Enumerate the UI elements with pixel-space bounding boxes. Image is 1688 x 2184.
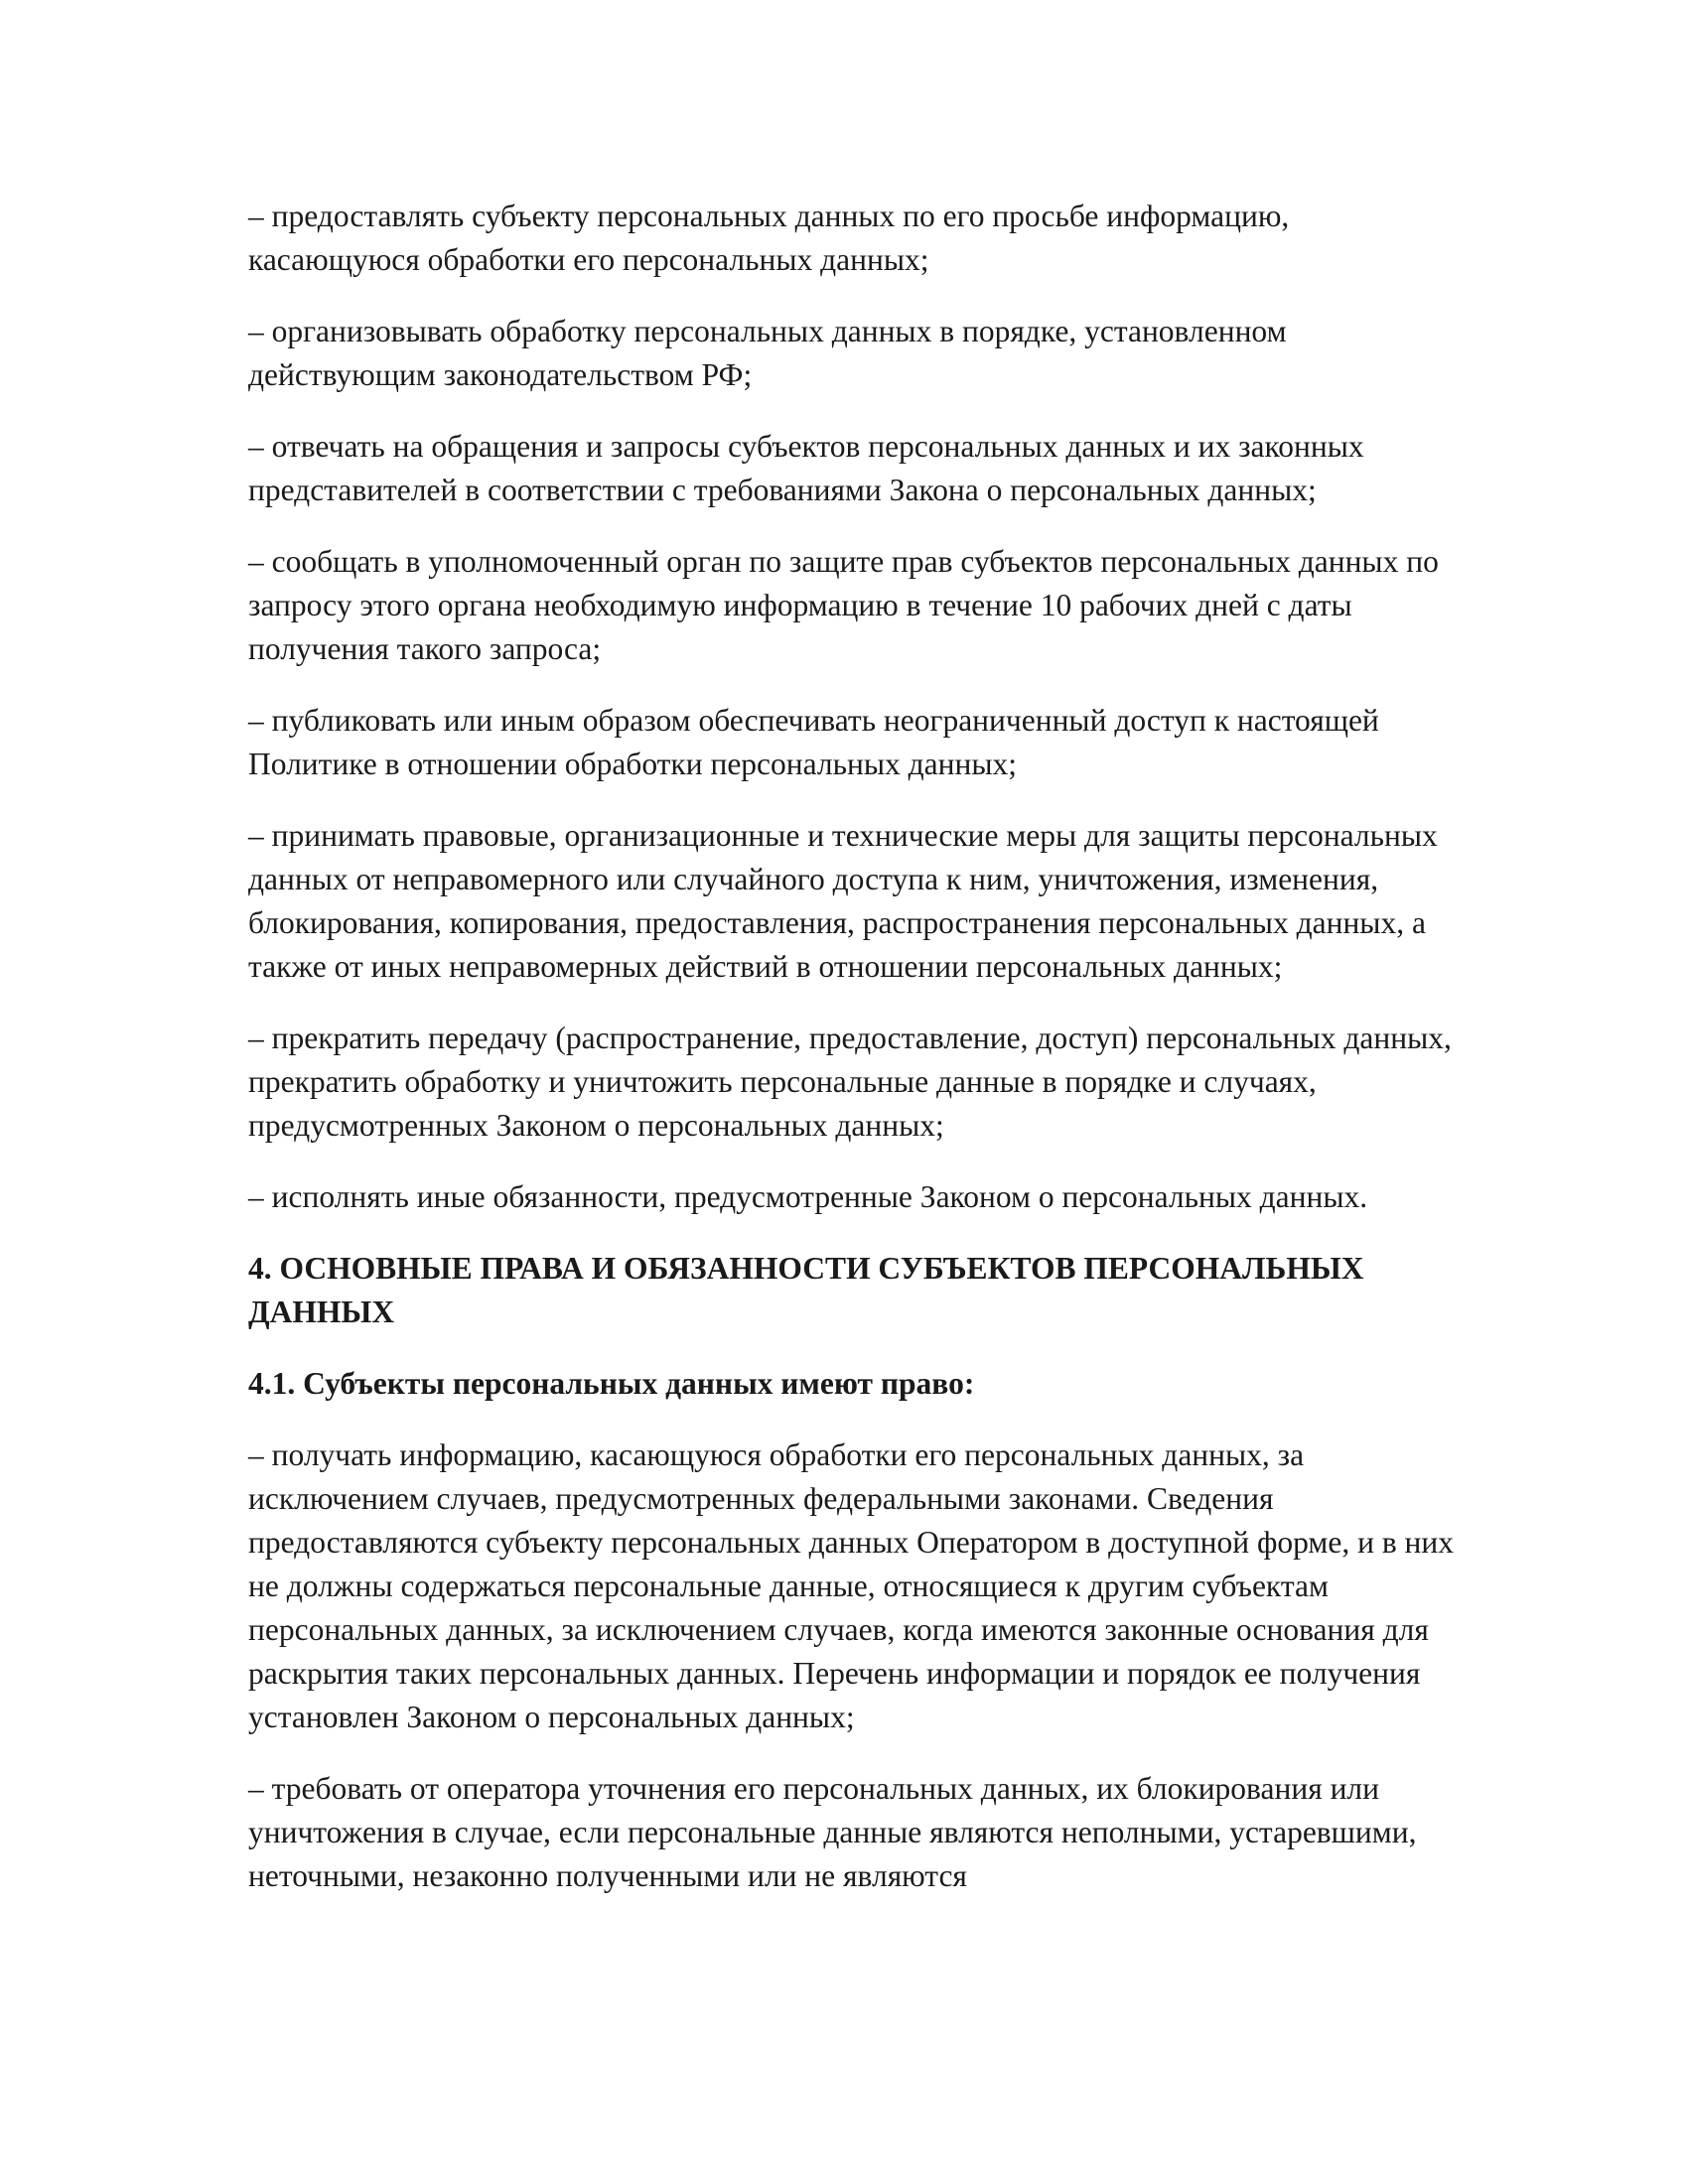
- subsection-heading: 4.1. Субъекты персональных данных имеют право:: [248, 1366, 975, 1401]
- list-item: – получать информацию, касающуюся обработки его персональных данных, за исключением случаев, предусмотренных федеральными законами. Сведения предоставляются субъекту персональных данных Оператором в доступной форме, и в них не должны содержаться персональные данные, относящиеся к другим субъектам персональных данных, за исключением случаев, когда имеются законные основания для раскрытия таких персональных данных. Перечень информации и порядок ее получения установлен Законом о персональных данных;: [248, 1437, 1455, 1734]
- list-item: – исполнять иные обязанности, предусмотренные Законом о персональных данных.: [248, 1179, 1368, 1214]
- list-item: – публиковать или иным образом обеспечивать неограниченный доступ к настоящей Политике в отношении обработки персональных данных;: [248, 703, 1379, 781]
- list-item: – прекратить передачу (распространение, предоставление, доступ) персональных данных, прекратить обработку и уничтожить персональные данные в порядке и случаях, предусмотренных Законом о персональных данных;: [248, 1021, 1452, 1143]
- section-heading: 4. ОСНОВНЫЕ ПРАВА И ОБЯЗАННОСТИ СУБЪЕКТОВ ПЕРСОНАЛЬНЫХ ДАННЫХ: [248, 1251, 1364, 1329]
- list-item: – требовать от оператора уточнения его персональных данных, их блокирования или уничтожения в случае, если персональные данные являются неполными, устаревшими, неточными, незаконно полученными или не являются: [248, 1771, 1417, 1893]
- list-item: – сообщать в уполномоченный орган по защите прав субъектов персональных данных по запросу этого органа необходимую информацию в течение 10 рабочих дней с даты получения такого запроса;: [248, 544, 1439, 666]
- list-item: – принимать правовые, организационные и технические меры для защиты персональных данных от неправомерного или случайного доступа к ним, уничтожения, изменения, блокирования, копирования, предоставления, распространения персональных данных, а также от иных неправомерных действий в отношении персональных данных;: [248, 818, 1438, 984]
- document-page: [248, 195, 1460, 1926]
- list-item: – отвечать на обращения и запросы субъектов персональных данных и их законных представителей в соответствии с требованиями Закона о персональных данных;: [248, 429, 1364, 507]
- list-item: – организовывать обработку персональных данных в порядке, установленном действующим законодательством РФ;: [248, 314, 1287, 392]
- list-item: – предоставлять субъекту персональных данных по его просьбе информацию, касающуюся обработки его персональных данных;: [248, 199, 1290, 277]
